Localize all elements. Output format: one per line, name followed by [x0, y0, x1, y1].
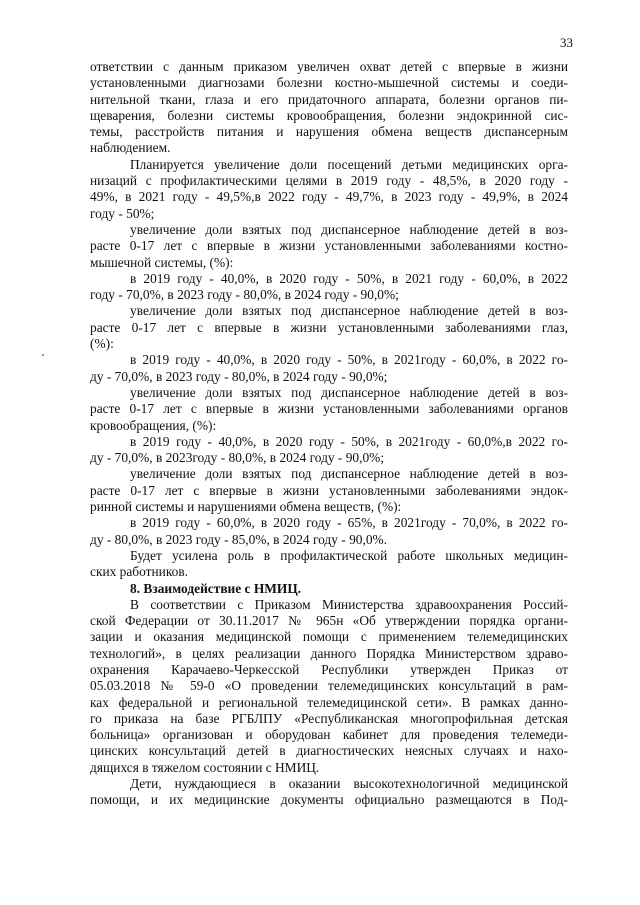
text-line: 05.03.2018 № 59-0 «О проведении телемедицинских консультаций в рам- — [90, 678, 568, 694]
text-line: ринной системы и нарушениями обмена веществ, (%): — [90, 499, 402, 515]
text-line: кровообращения, (%): — [90, 417, 217, 433]
text-line: технологий», в целях реализации данного Порядка Министерством здраво- — [90, 645, 568, 661]
section-heading — [90, 581, 568, 597]
text-line: помощи, и их медицинские документы официально размещаются в Под- — [90, 792, 568, 808]
text-line: В соответствии с Приказом Министерства здравоохранения Россий- — [130, 596, 568, 612]
text-line: ду - 70,0%, в 2023году - 80,0%, в 2024 году - 90,0%; — [90, 450, 385, 466]
text-line: зации и оказания медицинской помощи с применением телемедицинских — [90, 629, 568, 645]
text-line: расте 0-17 лет с впервые в жизни установленными заболеваниями эндок- — [90, 482, 568, 498]
text-line: расте 0-17 лет с впервые в жизни установленными заболеваниями глаз, — [90, 319, 568, 335]
text-line: увеличение доли взятых под диспансерное наблюдение детей в воз- — [130, 466, 568, 482]
text-line: мышечной системы, (%): — [90, 254, 234, 270]
paragraph — [90, 157, 568, 222]
text-line: охранения Карачаево-Черкесской Республики утвержден Приказ от — [90, 661, 568, 677]
paragraph — [90, 548, 568, 581]
text-line: больница» организован и оборудован кабинет для проведения телемеди- — [90, 727, 568, 743]
text-line: году - 50%; — [90, 205, 155, 221]
document-body — [90, 59, 568, 809]
paragraph — [90, 303, 568, 352]
text-line: наблюдением. — [90, 140, 171, 156]
text-line: ду - 80,0%, в 2023 году - 85,0%, в 2024 году - 90,0%. — [90, 531, 388, 547]
text-line: темы, расстройств питания и нарушения обмена веществ диспансерным — [90, 124, 568, 140]
paragraph — [90, 385, 568, 434]
text-line: ских работников. — [90, 564, 189, 580]
paragraph — [90, 597, 568, 776]
paragraph — [90, 466, 568, 515]
text-line: 8. Взаимодействие с НМИЦ. — [130, 580, 302, 596]
text-line: в 2019 году - 60,0%, в 2020 году - 65%, в 2021году - 70,0%, в 2022 го- — [130, 515, 568, 531]
paragraph — [90, 776, 568, 809]
text-line: нительной ткани, глаза и его придаточного аппарата, болезни органов пи- — [90, 91, 568, 107]
text-line: увеличение доли взятых под диспансерное наблюдение детей в воз- — [130, 384, 568, 400]
paragraph — [90, 352, 568, 385]
text-line: увеличение доли взятых под диспансерное наблюдение детей в воз- — [130, 221, 568, 237]
text-line: году - 70,0%, в 2023 году - 80,0%, в 2024 году - 90,0%; — [90, 287, 399, 303]
text-line: Планируется увеличение доли посещений детьми медицинских орга- — [130, 156, 568, 172]
text-line: Будет усилена роль в профилактической работе школьных медицин- — [130, 547, 568, 563]
text-line: ду - 70,0%, в 2023 году - 80,0%, в 2024 году - 90,0%; — [90, 368, 388, 384]
text-line: в 2019 году - 40,0%, в 2020 году - 50%, в 2021году - 60,0%, в 2022 го- — [130, 352, 568, 368]
paragraph — [90, 434, 568, 467]
text-line: установленными диагнозами болезни костно-мышечной системы и соеди- — [90, 75, 568, 91]
paragraph — [90, 222, 568, 271]
text-line: Дети, нуждающиеся в оказании высокотехнологичной медицинской — [130, 776, 568, 792]
text-line: го приказа на базе РГБЛПУ «Республиканская многопрофильная детская — [90, 710, 568, 726]
text-line: щеварения, болезни системы кровообращения, болезни эндокринной сис- — [90, 107, 568, 123]
text-line: расте 0-17 лет с впервые в жизни установленными заболеваниями органов — [90, 401, 568, 417]
text-line: расте 0-17 лет с впервые в жизни установленными заболеваниями костно- — [90, 238, 568, 254]
paragraph — [90, 515, 568, 548]
text-line: в 2019 году - 40,0%, в 2020 году - 50%, в 2021 году - 60,0%, в 2022 — [130, 270, 568, 286]
paragraph — [90, 271, 568, 304]
text-line: ответствии с данным приказом увеличен охват детей с впервые в жизни — [90, 59, 568, 74]
text-line: низаций с профилактическими целями в 2019 году - 48,5%, в 2020 году - — [90, 173, 568, 189]
text-line: ской Федерации от 30.11.2017 № 965н «Об утверждении порядка органи- — [90, 613, 568, 629]
text-line: (%): — [90, 336, 114, 352]
text-line: цинских консультаций детей в диагностических неясных случаях и нахо- — [90, 743, 568, 759]
text-line: увеличение доли взятых под диспансерное наблюдение детей в воз- — [130, 303, 568, 319]
text-line: дящихся в тяжелом состоянии с НМИЦ. — [90, 759, 320, 775]
text-line: 49%, в 2021 году - 49,5%,в 2022 году - 49,7%, в 2023 году - 49,9%, в 2024 — [90, 189, 568, 205]
text-line: в 2019 году - 40,0%, в 2020 году - 50%, в 2021году - 60,0%,в 2022 го- — [130, 433, 568, 449]
page-number: 33 — [560, 35, 573, 50]
paragraph — [90, 59, 568, 157]
text-line: ках федеральной и региональной телемедицинской сети». В рамках данно- — [90, 694, 568, 710]
margin-mark — [42, 354, 44, 356]
